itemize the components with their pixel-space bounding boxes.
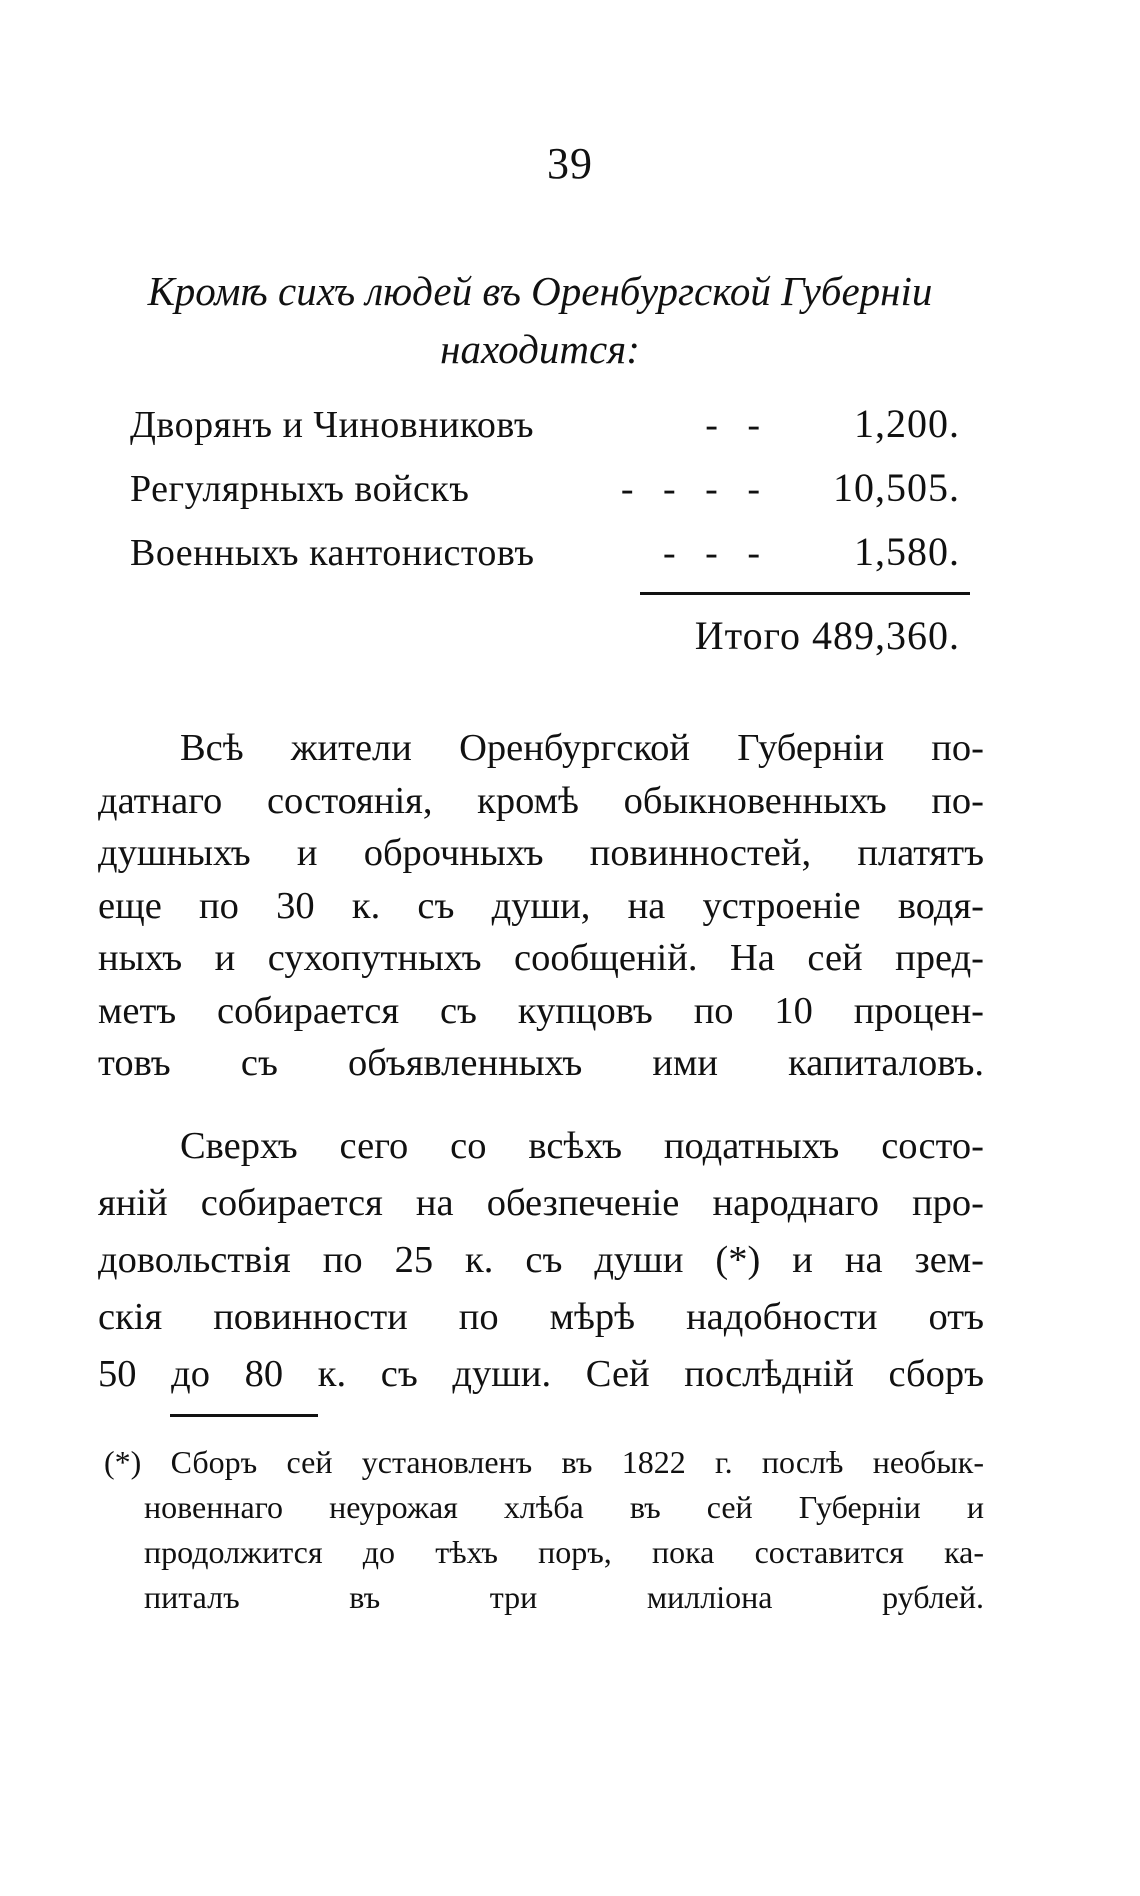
population-table	[130, 400, 960, 592]
row-leader: - - - -	[620, 468, 770, 510]
row-label: Военныхъ кантонистовъ	[130, 532, 535, 574]
table-row	[130, 528, 960, 592]
footnote-line: продолжится до тѣхъ поръ, пока составится ка-	[144, 1534, 984, 1570]
heading-line-2: находится:	[440, 326, 640, 372]
text-line: Всѣ жители Оренбургской Губерніи по-	[180, 727, 984, 769]
table-row	[130, 400, 960, 464]
total-line: Итого 489,360.	[694, 613, 960, 658]
sum-rule	[640, 592, 970, 595]
paragraph-provisions	[98, 1118, 984, 1403]
row-value: 1,580.	[854, 529, 960, 574]
row-value: 10,505.	[833, 465, 960, 510]
row-value: 1,200.	[854, 401, 960, 446]
text-line: Сверхъ сего со всѣхъ податныхъ состо-	[180, 1125, 984, 1167]
footnote-line: новеннаго неурожая хлѣба въ сей Губерніи и	[144, 1489, 984, 1525]
text-line: яній собирается на обезпеченіе народнаго про-	[98, 1182, 984, 1224]
page-number: 39	[547, 139, 593, 188]
section-heading	[100, 262, 980, 378]
text-line: датнаго состоянія, кромѣ обыкновенныхъ по-	[98, 779, 984, 822]
heading-line-1: Кромѣ сихъ людей въ Оренбургской Губерніи	[147, 268, 933, 314]
footnote	[104, 1440, 984, 1620]
text-line: товъ съ объявленныхъ ими капиталовъ.	[98, 1042, 984, 1084]
footnote-rule	[170, 1414, 318, 1417]
text-line: душныхъ и оброчныхъ повинностей, платятъ	[98, 832, 984, 874]
text-line: еще по 30 к. съ души, на устроеніе водя-	[98, 884, 984, 927]
footnote-line: питалъ въ три милліона рублей.	[144, 1579, 984, 1615]
paragraph-taxes	[98, 722, 984, 1090]
text-line: 50 до 80 к. съ души. Сей послѣдній сборъ	[98, 1353, 984, 1395]
text-line: довольствія по 25 к. съ души (*) и на зем-	[98, 1239, 984, 1281]
row-leader: - - -	[663, 532, 770, 574]
text-line: скія повинности по мѣрѣ надобности отъ	[98, 1296, 984, 1338]
text-line: метъ собирается съ купцовъ по 10 процен-	[98, 989, 984, 1032]
text-line: ныхъ и сухопутныхъ сообщеній. На сей пред-	[98, 937, 984, 979]
row-label: Регулярныхъ войскъ	[130, 468, 470, 510]
table-row	[130, 464, 960, 528]
row-label: Дворянъ и Чиновниковъ	[130, 404, 535, 446]
footnote-line: (*) Сборъ сей установленъ въ 1822 г. послѣ необык-	[104, 1444, 984, 1480]
row-leader: - -	[705, 404, 770, 446]
